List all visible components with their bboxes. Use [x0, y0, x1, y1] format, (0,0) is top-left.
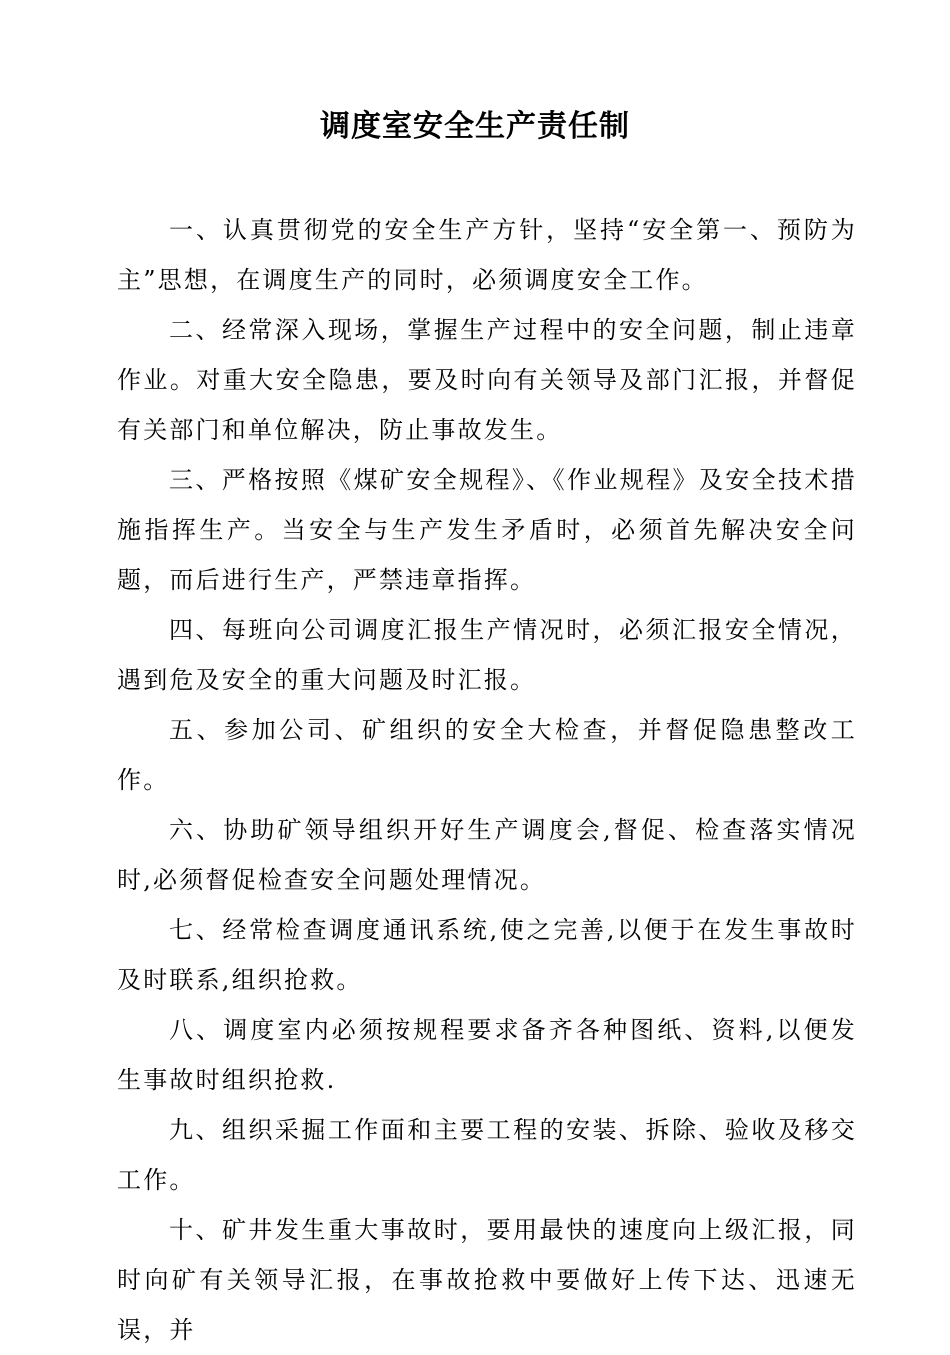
document-body: [117, 205, 857, 1355]
paragraph-2: 二、经常深入现场，掌握生产过程中的安全问题，制止违章作业。对重大安全隐患，要及时向有关领导及部门汇报，并督促有关部门和单位解决，防止事故发生。: [117, 316, 857, 444]
paragraph-10: 十、矿井发生重大事故时，要用最快的速度向上级汇报，同时向矿有关领导汇报，在事故抢救中要做好上传下达、迅速无误，并: [117, 1216, 857, 1344]
paragraph-3: 三、严格按照《煤矿安全规程》、《作业规程》及安全技术措施指挥生产。当安全与生产发生矛盾时，必须首先解决安全问题，而后进行生产，严禁违章指挥。: [117, 466, 857, 594]
paragraph-9: 九、组织采掘工作面和主要工程的安装、拆除、验收及移交工作。: [117, 1116, 857, 1194]
paragraph-5: 五、参加公司、矿组织的安全大检查，并督促隐患整改工作。: [117, 716, 857, 794]
document-title: 调度室安全生产责任制: [320, 109, 630, 144]
paragraph-1: 一、认真贯彻党的安全生产方针，坚持“安全第一、预防为主”思想，在调度生产的同时，必须调度安全工作。: [117, 216, 857, 294]
paragraph-6: 六、协助矿领导组织开好生产调度会,督促、检查落实情况时,必须督促检查安全问题处理情况。: [117, 816, 857, 894]
paragraph-8: 八、调度室内必须按规程要求备齐各种图纸、资料,以便发生事故时组织抢救.: [117, 1016, 857, 1094]
paragraph-7: 七、经常检查调度通讯系统,使之完善,以便于在发生事故时及时联系,组织抢救。: [117, 916, 857, 994]
paragraph-4: 四、每班向公司调度汇报生产情况时，必须汇报安全情况，遇到危及安全的重大问题及时汇报。: [117, 616, 857, 694]
